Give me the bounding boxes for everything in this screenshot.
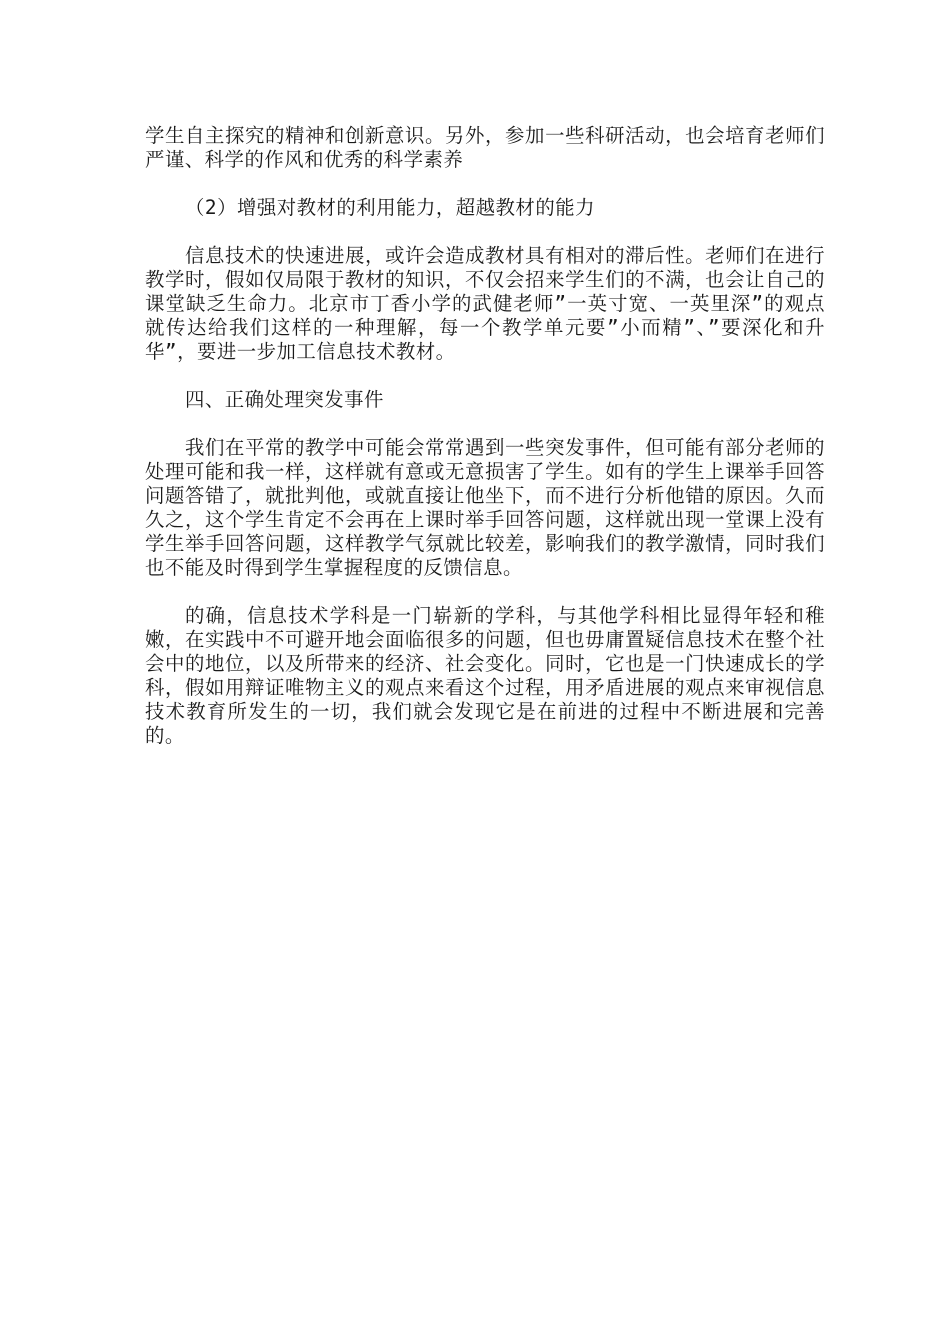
paragraph-continuation: 学生自主探究的精神和创新意识。另外，参加一些科研活动，也会培育老师们严谨、科学的作风和优秀的科学素养	[145, 124, 825, 171]
paragraph-textbook: 信息技术的快速进展，或许会造成教材具有相对的滞后性。老师们在进行教学时，假如仅局限于教材的知识，不仅会招来学生们的不满，也会让自己的课堂缺乏生命力。北京市丁香小学的武健老师”一英寸宽、一英里深”的观点就传达给我们这样的一种理解，每一个教学单元要”小而精”、”要深化和升华”，要进一步加工信息技术教材。	[145, 244, 825, 363]
paragraph-incidents: 我们在平常的教学中可能会常常遇到一些突发事件，但可能有部分老师的处理可能和我一样，这样就有意或无意损害了学生。如有的学生上课举手回答问题答错了，就批判他，或就直接让他坐下，而不进行分析他错的原因。久而久之，这个学生肯定不会再在上课时举手回答问题，这样就出现一堂课上没有学生举手回答问题，这样教学气氛就比较差，影响我们的教学激情，同时我们也不能及时得到学生掌握程度的反馈信息。	[145, 436, 825, 579]
section-heading-4: 四、正确处理突发事件	[185, 388, 384, 411]
section-heading-2: （2）增强对教材的利用能力，超越教材的能力	[185, 196, 595, 219]
document-body	[145, 124, 825, 772]
paragraph-conclusion: 的确，信息技术学科是一门崭新的学科，与其他学科相比显得年轻和稚嫩，在实践中不可避开地会面临很多的问题，但也毋庸置疑信息技术在整个社会中的地位，以及所带来的经济、社会变化。同时，它也是一门快速成长的学科，假如用辩证唯物主义的观点来看这个过程，用矛盾进展的观点来审视信息技术教育所发生的一切，我们就会发现它是在前进的过程中不断进展和完善的。	[145, 604, 825, 747]
